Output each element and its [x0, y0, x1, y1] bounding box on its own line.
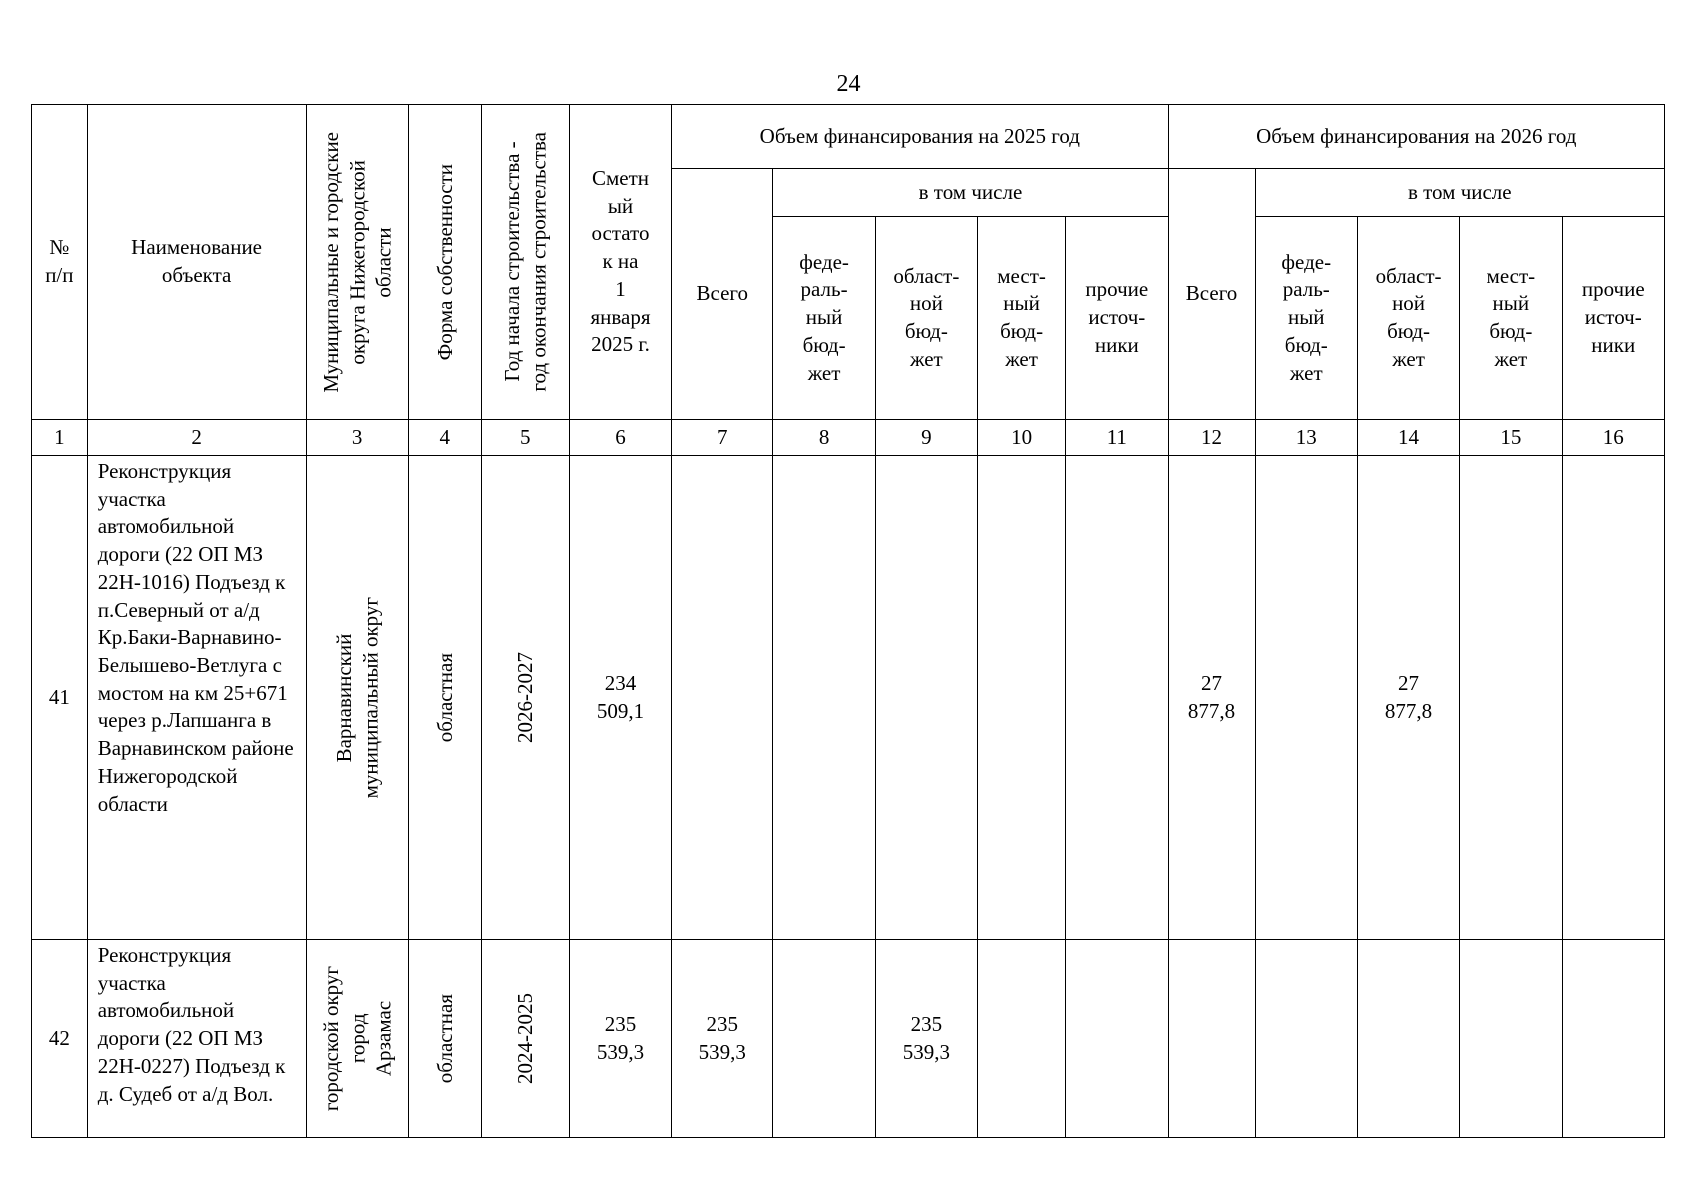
column-number: 1 [32, 420, 88, 456]
row-balance: 234 509,1 [569, 456, 671, 940]
column-number: 4 [408, 420, 481, 456]
column-number: 16 [1562, 420, 1665, 456]
row-2026-other [1562, 940, 1665, 1138]
header-2026-local: мест- ный бюд- жет [1460, 217, 1562, 420]
row-num: 42 [32, 940, 88, 1138]
financing-table [31, 104, 1665, 1138]
column-number: 5 [481, 420, 569, 456]
row-ownership-cell [408, 456, 481, 940]
row-years-cell [481, 456, 569, 940]
row-ownership: областная [432, 993, 457, 1084]
header-num: № п/п [32, 105, 88, 420]
column-number: 6 [569, 420, 671, 456]
row-ownership: областная [432, 652, 457, 743]
row-num: 41 [32, 456, 88, 940]
row-years: 2026-2027 [513, 652, 538, 743]
row-2025-regional: 235 539,3 [875, 940, 977, 1138]
row-object-name: Реконструкция участка автомобильной дороги (22 ОП МЗ 22Н-1016) Подъезд к п.Северный от а/д Кр.Баки-Варнавино-Белышево-Ветлуга с мостом на км 25+671 через р.Лапшанга в Варнавинском районе Нижегородской области [87, 456, 306, 940]
row-2025-regional [875, 456, 977, 940]
row-years: 2024-2025 [513, 993, 538, 1084]
header-2025-incl: в том числе [773, 169, 1168, 217]
header-2025-federal: феде- раль- ный бюд- жет [773, 217, 875, 420]
row-district: городской округ город Арзамас [318, 965, 396, 1112]
row-2026-total [1168, 940, 1255, 1138]
header-2025-local: мест- ный бюд- жет [978, 217, 1066, 420]
header-2025-regional: област- ной бюд- жет [875, 217, 977, 420]
row-2025-total [672, 456, 773, 940]
row-district-cell [306, 456, 408, 940]
header-2026-federal: феде- раль- ный бюд- жет [1255, 217, 1357, 420]
row-2026-regional [1357, 940, 1459, 1138]
header-district: Муниципальные и городские округа Нижегородской области [318, 131, 396, 393]
row-2026-regional: 27 877,8 [1357, 456, 1459, 940]
column-number: 12 [1168, 420, 1255, 456]
header-2025-total: Всего [672, 169, 773, 420]
row-district-cell [306, 940, 408, 1138]
row-2026-other [1562, 456, 1665, 940]
row-years-cell [481, 940, 569, 1138]
page-number: 24 [836, 71, 861, 97]
row-2025-federal [773, 456, 875, 940]
row-2025-local [978, 456, 1066, 940]
column-number: 11 [1066, 420, 1168, 456]
table-row [32, 940, 1665, 1138]
column-number: 15 [1460, 420, 1562, 456]
row-district: Варнавинский муниципальный округ [331, 596, 383, 799]
column-number: 7 [672, 420, 773, 456]
row-2026-local [1460, 456, 1562, 940]
header-2026-incl: в том числе [1255, 169, 1664, 217]
row-2025-total: 235 539,3 [672, 940, 773, 1138]
header-ownership-cell [408, 105, 481, 420]
row-ownership-cell [408, 940, 481, 1138]
row-2025-federal [773, 940, 875, 1138]
row-2025-other [1066, 456, 1168, 940]
header-years-cell [481, 105, 569, 420]
row-2026-local [1460, 940, 1562, 1138]
column-number: 9 [875, 420, 977, 456]
column-number: 14 [1357, 420, 1459, 456]
row-2025-local [978, 940, 1066, 1138]
header-district-cell [306, 105, 408, 420]
header-2026-total: Всего [1168, 169, 1255, 420]
row-balance: 235 539,3 [569, 940, 671, 1138]
column-number: 10 [978, 420, 1066, 456]
column-number: 8 [773, 420, 875, 456]
header-balance: Сметн ый остато к на 1 января 2025 г. [569, 105, 671, 420]
row-2026-federal [1255, 456, 1357, 940]
column-number: 3 [306, 420, 408, 456]
header-group-2025: Объем финансирования на 2025 год [672, 105, 1168, 169]
header-group-2026: Объем финансирования на 2026 год [1168, 105, 1665, 169]
table-row [32, 456, 1665, 940]
column-number: 2 [87, 420, 306, 456]
row-2026-federal [1255, 940, 1357, 1138]
row-2025-other [1066, 940, 1168, 1138]
header-2026-other: прочие источ- ники [1562, 217, 1665, 420]
header-name: Наименование объекта [87, 105, 306, 420]
column-number-row [32, 420, 1665, 456]
header-2026-regional: област- ной бюд- жет [1357, 217, 1459, 420]
row-object-name: Реконструкция участка автомобильной дороги (22 ОП МЗ 22Н-0227) Подъезд к д. Судеб от а/д Вол. [87, 940, 306, 1138]
row-2026-total: 27 877,8 [1168, 456, 1255, 940]
header-2025-other: прочие источ- ники [1066, 217, 1168, 420]
header-years: Год начала строительства - год окончания строительства [500, 132, 551, 392]
header-ownership: Форма собственности [432, 163, 457, 361]
column-number: 13 [1255, 420, 1357, 456]
